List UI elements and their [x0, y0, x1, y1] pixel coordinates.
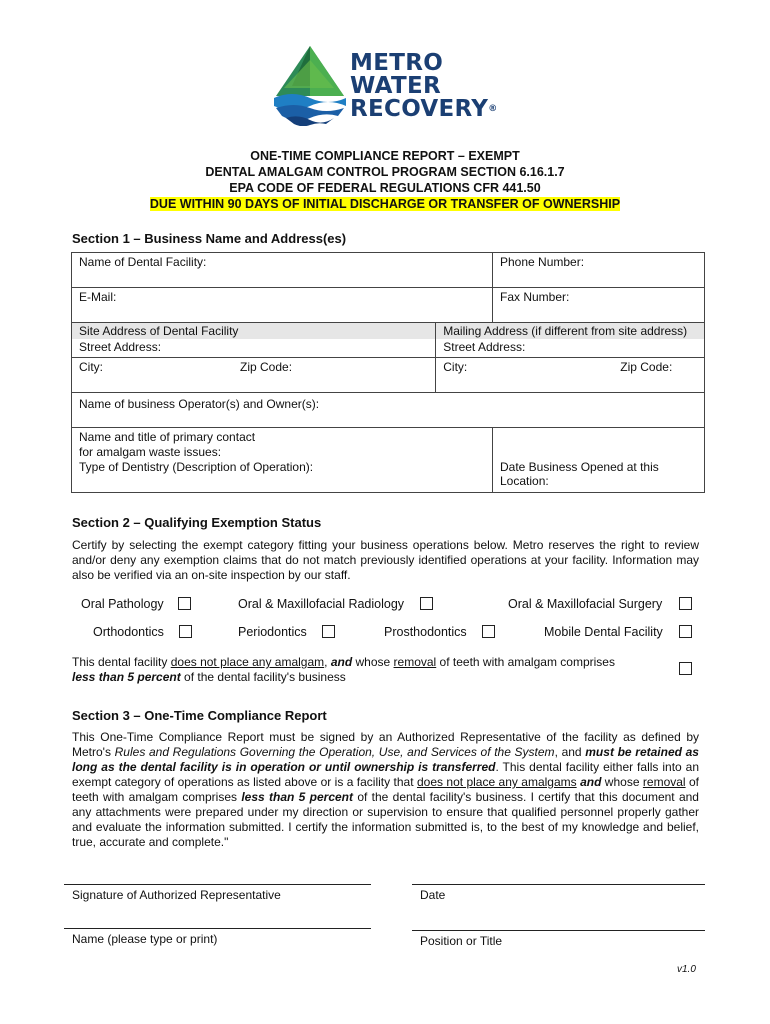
- checkbox-orthodontics[interactable]: [179, 625, 192, 638]
- cert-text-9: whose: [601, 775, 643, 789]
- amalgam-text-e: whose: [352, 655, 394, 669]
- signature-line[interactable]: [64, 884, 371, 885]
- contact-label-line2: for amalgam waste issues:: [79, 445, 222, 459]
- option-prosthodontics: Prosthodontics: [384, 625, 467, 639]
- mailing-zip-label: Zip Code:: [620, 360, 673, 374]
- name-line[interactable]: [64, 928, 371, 929]
- section2-heading: Section 2 – Qualifying Exemption Status: [72, 515, 322, 530]
- site-street-label: Street Address:: [79, 340, 162, 354]
- date-line[interactable]: [412, 884, 705, 885]
- registered-mark: ®: [488, 104, 498, 114]
- option-orthodontics: Orthodontics: [93, 625, 164, 639]
- section3-certification: [72, 730, 699, 850]
- amalgam-text-i: of the dental facility's business: [180, 670, 346, 684]
- date-label: Date: [420, 888, 446, 902]
- cert-text-11: of teeth with amalgam comprises: [72, 775, 700, 804]
- contact-dentistry-field[interactable]: [72, 428, 493, 493]
- checkbox-mobile-facility[interactable]: [679, 625, 692, 638]
- site-address-field[interactable]: [72, 323, 436, 358]
- dentistry-type-label: Type of Dentistry (Description of Operation):: [79, 460, 314, 474]
- operators-label: Name of business Operator(s) and Owner(s):: [79, 397, 320, 411]
- amalgam-text-f: removal: [393, 655, 437, 669]
- version-label: v1.0: [677, 964, 696, 975]
- amalgam-text-b: does not place any amalgam: [170, 655, 325, 669]
- operators-field[interactable]: [72, 393, 705, 428]
- date-opened-label: Date Business Opened at this Location:: [500, 460, 659, 488]
- checkbox-prosthodontics[interactable]: [482, 625, 495, 638]
- section3-heading: Section 3 – One-Time Compliance Report: [72, 708, 327, 723]
- logo-line-recovery: RECOVERY: [350, 96, 489, 122]
- amalgam-text-h: less than 5 percent: [72, 670, 181, 684]
- checkbox-oral-radiology[interactable]: [420, 597, 433, 610]
- regulation-title: EPA CODE OF FEDERAL REGULATIONS CFR 441.50: [229, 181, 541, 195]
- phone-label: Phone Number:: [500, 255, 585, 269]
- phone-field[interactable]: [493, 253, 705, 288]
- contact-label-line1: Name and title of primary contact: [79, 430, 256, 444]
- cert-text-13: of the dental facility's business. I certify that this document and any attachments were prepared under my direction or supervision to ensure that qualified personnel properly gather and evaluate the information submitted. I certify the information submitted is, to the best of my knowledge and belief, true, accurate and complete.": [72, 790, 699, 849]
- checkbox-amalgam-exemption[interactable]: [679, 662, 692, 675]
- program-section-title: DENTAL AMALGAM CONTROL PROGRAM SECTION 6.16.1.7: [205, 165, 565, 179]
- cert-text-4: must be retained as long as the dental facility is in operation or until ownership is transferred: [72, 745, 699, 774]
- logo-line-water: WATER: [350, 73, 441, 99]
- checkbox-periodontics[interactable]: [322, 625, 335, 638]
- cert-text-12: less than 5 percent: [241, 790, 354, 804]
- site-address-header: Site Address of Dental Facility: [72, 323, 435, 339]
- section2-intro: Certify by selecting the exempt category fitting your business operations below. Metro reserves the right to review and/or deny any exemption claims that do not match previously identified operations at your facility. Information may also be verified via an on-site inspection by our staff.: [72, 538, 699, 582]
- checkbox-oral-pathology[interactable]: [178, 597, 191, 610]
- fax-label: Fax Number:: [500, 290, 570, 304]
- logo-line-metro: METRO: [350, 50, 444, 76]
- amalgam-text-d: and: [330, 655, 353, 669]
- facility-name-field[interactable]: [72, 253, 493, 288]
- cert-text-3: , and: [554, 745, 586, 759]
- email-label: E-Mail:: [79, 290, 117, 304]
- option-mobile-facility: Mobile Dental Facility: [544, 625, 663, 639]
- amalgam-text-a: This dental facility: [72, 655, 171, 669]
- site-zip-label: Zip Code:: [240, 360, 293, 374]
- option-oral-radiology: Oral & Maxillofacial Radiology: [238, 597, 405, 611]
- option-oral-surgery: Oral & Maxillofacial Surgery: [508, 597, 663, 611]
- business-info-table: [71, 252, 705, 493]
- option-oral-pathology: Oral Pathology: [81, 597, 164, 611]
- position-label: Position or Title: [420, 934, 503, 948]
- mailing-address-header: Mailing Address (if different from site address): [436, 323, 704, 339]
- metro-water-recovery-logo: [272, 46, 502, 136]
- due-date-highlight: DUE WITHIN 90 DAYS OF INITIAL DISCHARGE OR TRANSFER OF OWNERSHIP: [149, 197, 621, 211]
- facility-name-label: Name of Dental Facility:: [79, 255, 207, 269]
- mailing-address-field[interactable]: [436, 323, 705, 358]
- due-date-notice: [0, 197, 770, 212]
- cert-text-2: Rules and Regulations Governing the Operation, Use, and Services of the System: [114, 745, 555, 759]
- site-city-label: City:: [79, 360, 103, 374]
- amalgam-statement: [72, 655, 672, 685]
- checkbox-oral-surgery[interactable]: [679, 597, 692, 610]
- mailing-city-zip-field[interactable]: [436, 358, 705, 393]
- cert-text-5: . This dental facility either falls into an exempt category of operations as listed above or is a facility that: [72, 760, 699, 789]
- cert-text-1: This One-Time Compliance Report must be signed by an Authorized Representative of the facility as defined by Metro's: [72, 730, 699, 759]
- amalgam-text-c: ,: [324, 655, 331, 669]
- name-label: Name (please type or print): [72, 932, 218, 946]
- fax-field[interactable]: [493, 288, 705, 323]
- position-line[interactable]: [412, 930, 705, 931]
- cert-text-6: does not place any amalgams: [416, 775, 577, 789]
- mailing-street-label: Street Address:: [443, 340, 526, 354]
- mailing-city-label: City:: [443, 360, 468, 374]
- section1-heading: Section 1 – Business Name and Address(es): [72, 231, 347, 246]
- option-periodontics: Periodontics: [238, 625, 307, 639]
- date-opened-field[interactable]: [493, 428, 705, 493]
- cert-text-10: removal: [642, 775, 686, 789]
- signature-label: Signature of Authorized Representative: [72, 888, 281, 902]
- amalgam-text-g: of teeth with amalgam comprises: [436, 655, 615, 669]
- site-city-zip-field[interactable]: [72, 358, 436, 393]
- report-title: ONE-TIME COMPLIANCE REPORT – EXEMPT: [250, 149, 520, 163]
- cert-text-8: and: [580, 775, 602, 789]
- mountain-water-icon: [272, 46, 350, 126]
- email-field[interactable]: [72, 288, 493, 323]
